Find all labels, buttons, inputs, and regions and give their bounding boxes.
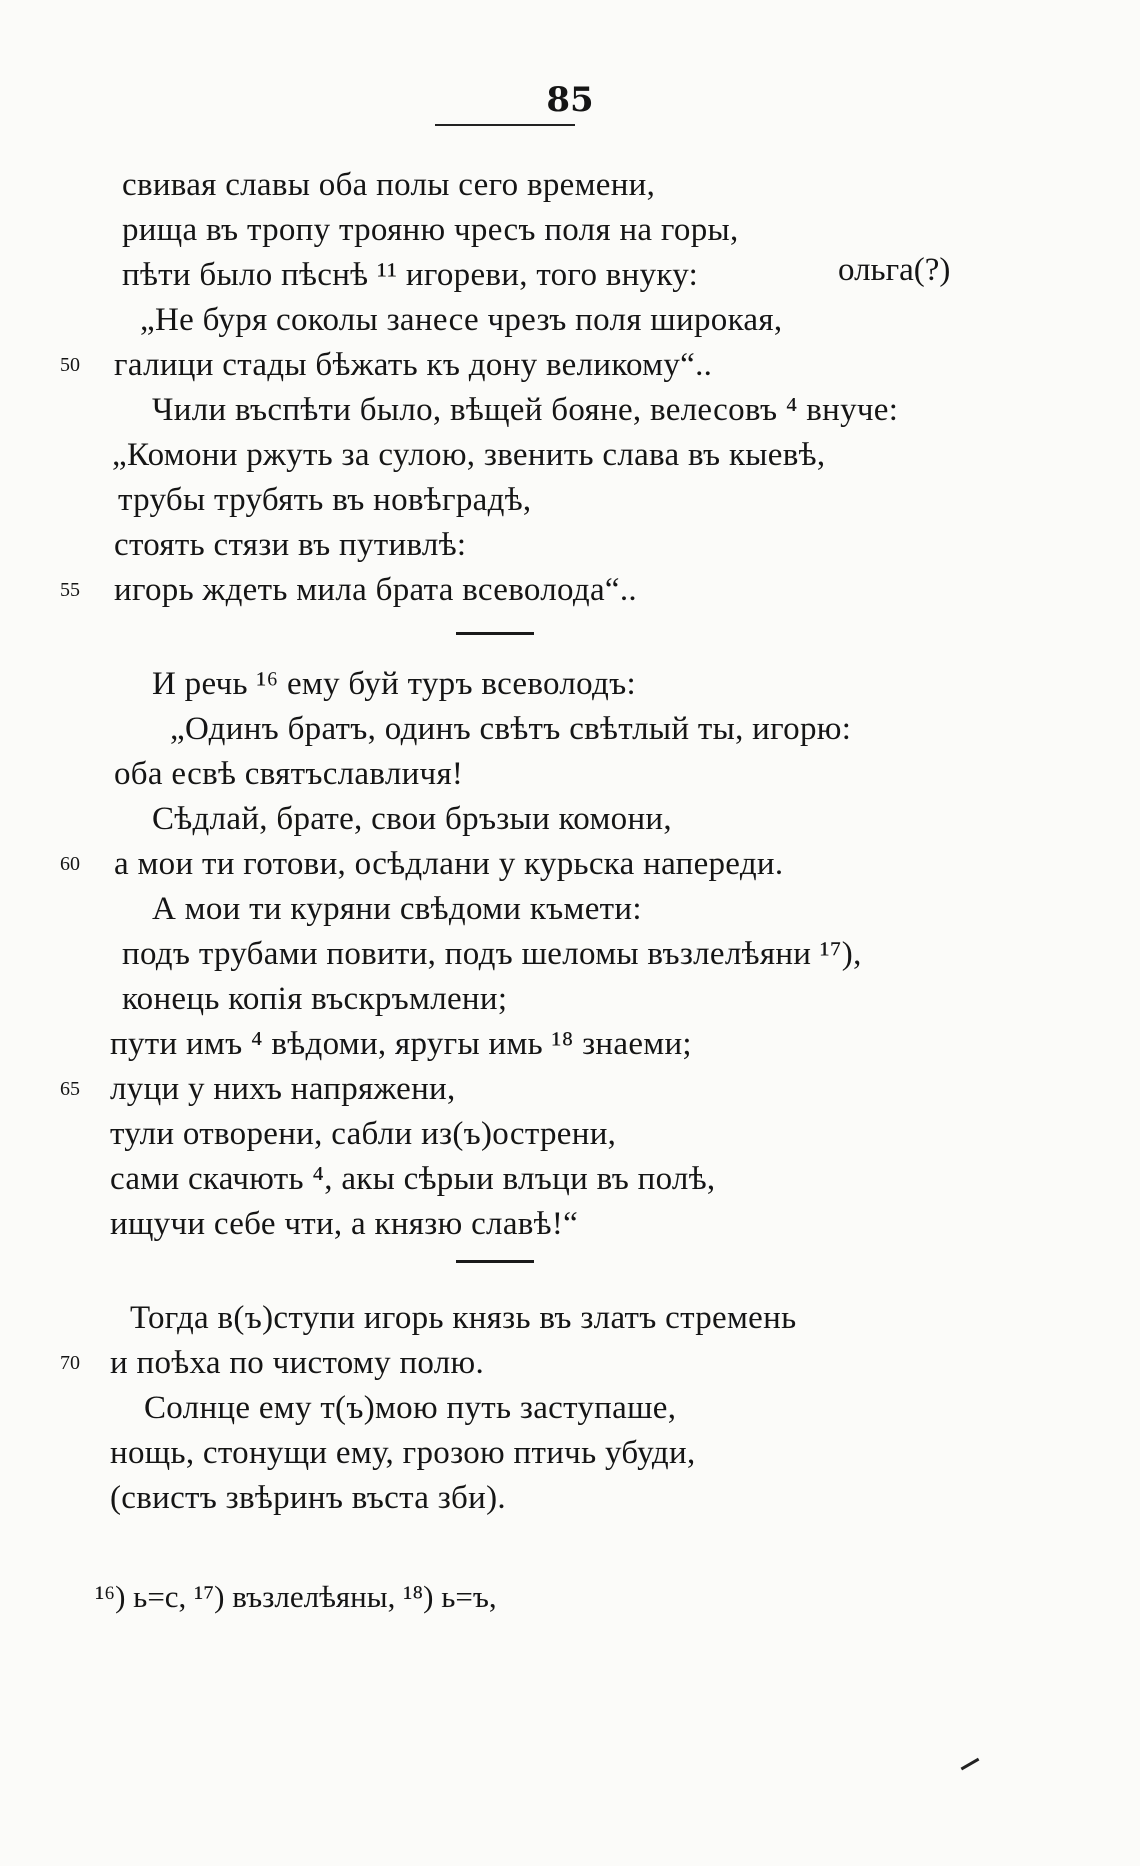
poem-line: „Не буря соколы занесе чрезъ поля широкая, bbox=[140, 302, 783, 338]
poem-line: Тогда в(ъ)ступи игорь князь въ златъ стремень bbox=[130, 1300, 797, 1336]
poem-line: конець копія въскръмлени; bbox=[122, 981, 508, 1017]
poem-line: а мои ти готови, осѣдлани у курьска напереди. bbox=[114, 846, 784, 882]
poem-line: Сѣдлай, брате, свои бръзыи комони, bbox=[152, 801, 672, 837]
line-number: 50 bbox=[60, 354, 80, 376]
line-number: 70 bbox=[60, 1352, 80, 1374]
margin-note: ольга(?) bbox=[838, 252, 951, 288]
poem-line: (свистъ звѣринъ въста зби). bbox=[110, 1480, 506, 1516]
poem-line: „Комони ржуть за сулою, звенить слава въ кыевѣ, bbox=[112, 437, 826, 473]
poem-line: и поѣха по чистому полю. bbox=[110, 1345, 485, 1381]
poem-line: стоять стязи въ путивлѣ: bbox=[114, 527, 467, 563]
poem-line: трубы трубять въ новѣградѣ, bbox=[118, 482, 532, 518]
section-divider bbox=[456, 632, 534, 635]
footnotes: ¹⁶) ь=с, ¹⁷) възлелѣяны, ¹⁸) ь=ъ, bbox=[95, 1579, 497, 1614]
poem-line: „Одинъ братъ, одинъ свѣтъ свѣтлый ты, игорю: bbox=[170, 711, 852, 747]
poem-line: оба есвѣ святъславличя! bbox=[114, 756, 464, 792]
poem-line: луци у нихъ напряжени, bbox=[110, 1071, 456, 1107]
page-number: 85 bbox=[546, 80, 594, 120]
poem-line: ищучи себе чти, а князю славѣ!“ bbox=[110, 1206, 579, 1242]
section-divider bbox=[456, 1260, 534, 1263]
line-number: 65 bbox=[60, 1078, 80, 1100]
poem-line: И речь ¹⁶ ему буй туръ всеволодъ: bbox=[152, 666, 636, 702]
poem-line: сами скачють ⁴, акы сѣрыи влъци въ полѣ, bbox=[110, 1161, 716, 1197]
poem-line: пути имъ ⁴ вѣдоми, яругы имь ¹⁸ знаеми; bbox=[110, 1026, 692, 1062]
poem-line: Солнце ему т(ъ)мою путь заступаше, bbox=[144, 1390, 677, 1426]
poem-line: галици стады бѣжать къ дону великому“.. bbox=[114, 347, 713, 383]
poem-line: игорь ждеть мила брата всеволода“.. bbox=[114, 572, 637, 608]
poem-line: свивая славы оба полы сего времени, bbox=[122, 167, 656, 203]
poem-line: А мои ти куряни свѣдоми къмети: bbox=[152, 891, 642, 927]
poem-line: тули отворени, сабли из(ъ)острени, bbox=[110, 1116, 617, 1152]
poem-line: нощь, стонущи ему, грозою птичь убуди, bbox=[110, 1435, 696, 1471]
poem-line: пѣти было пѣснѣ ¹¹ игореви, того внуку: bbox=[122, 257, 699, 293]
poem-line: Чили въспѣти было, вѣщей бояне, велесовъ ⁴ внуче: bbox=[152, 392, 899, 428]
line-number: 55 bbox=[60, 579, 80, 601]
poem-line: подъ трубами повити, подъ шеломы възлелѣяни ¹⁷), bbox=[122, 936, 862, 972]
poem-line: рища въ тропу трояню чресъ поля на горы, bbox=[122, 212, 739, 248]
line-number: 60 bbox=[60, 853, 80, 875]
